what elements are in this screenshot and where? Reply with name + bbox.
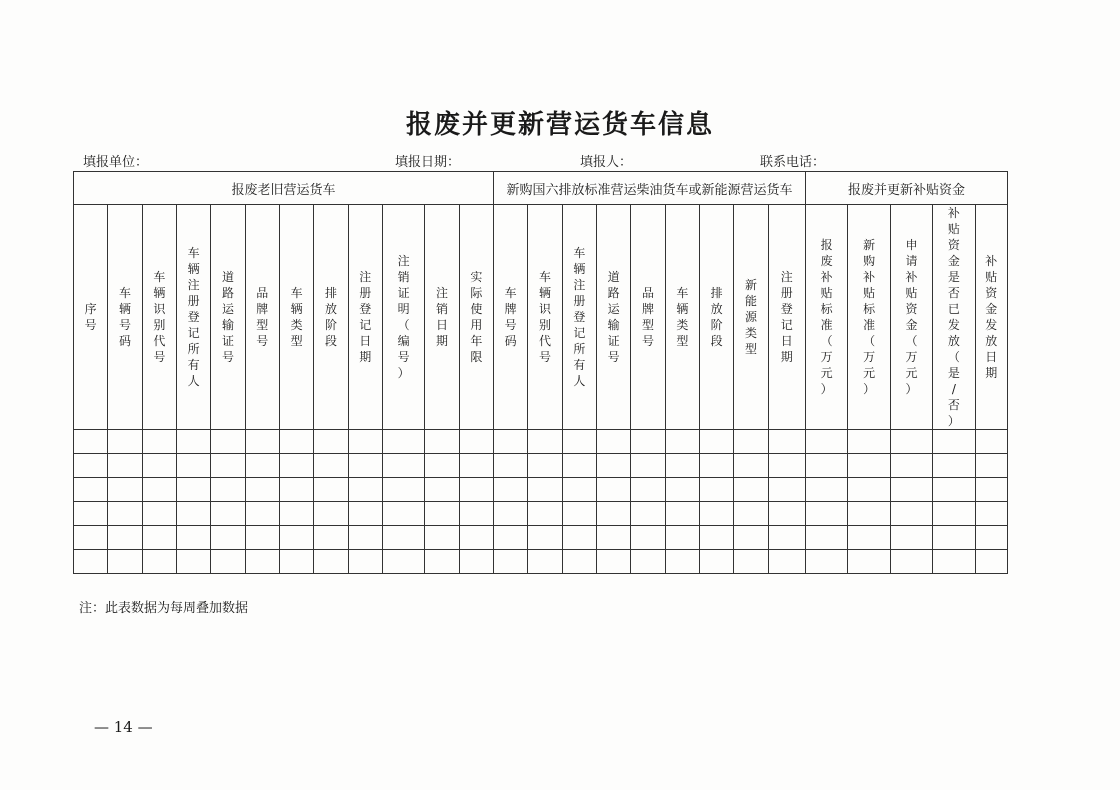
table-cell	[74, 430, 108, 454]
table-cell	[805, 550, 847, 574]
table-cell	[494, 502, 528, 526]
column-header-row	[74, 205, 1008, 430]
table-cell	[176, 454, 210, 478]
table-cell	[494, 478, 528, 502]
table-cell	[459, 478, 493, 502]
table-cell	[665, 430, 699, 454]
column-header: 注 册 登 记 日 期	[348, 205, 382, 430]
column-header: 注 销 证 明 （ 编 号 ）	[382, 205, 424, 430]
group-subsidy: 报废并更新补贴资金	[805, 172, 1007, 205]
table-cell	[699, 478, 733, 502]
table-cell	[279, 526, 313, 550]
table-cell	[245, 550, 279, 574]
table-row	[74, 454, 1008, 478]
table-cell	[142, 502, 176, 526]
page-title: 报废并更新营运货车信息	[405, 110, 714, 140]
table-cell	[890, 526, 932, 550]
table-cell	[348, 478, 382, 502]
table-cell	[176, 478, 210, 502]
table-cell	[211, 430, 245, 454]
column-header: 车 辆 类 型	[665, 205, 699, 430]
table-cell	[890, 478, 932, 502]
table-cell	[348, 430, 382, 454]
table-cell	[245, 502, 279, 526]
group-header-row	[74, 172, 1008, 205]
table-cell	[494, 454, 528, 478]
table-cell	[805, 526, 847, 550]
table-cell	[494, 550, 528, 574]
table-cell	[768, 478, 805, 502]
table-cell	[699, 526, 733, 550]
table-cell	[768, 454, 805, 478]
table-cell	[805, 478, 847, 502]
table-cell	[425, 550, 459, 574]
table-cell	[933, 478, 975, 502]
table-cell	[142, 454, 176, 478]
truck-info-table	[73, 171, 1008, 574]
table-cell	[528, 502, 562, 526]
table-cell	[734, 454, 768, 478]
table-cell	[848, 526, 890, 550]
table-cell	[382, 502, 424, 526]
table-cell	[459, 550, 493, 574]
table-cell	[176, 526, 210, 550]
column-header: 车 辆 号 码	[108, 205, 142, 430]
table-cell	[279, 454, 313, 478]
table-cell	[425, 454, 459, 478]
table-cell	[597, 526, 631, 550]
table-cell	[142, 550, 176, 574]
table-cell	[848, 550, 890, 574]
table-cell	[245, 454, 279, 478]
column-header: 车 辆 类 型	[279, 205, 313, 430]
table-cell	[245, 478, 279, 502]
table-cell	[142, 478, 176, 502]
table-cell	[665, 550, 699, 574]
table-cell	[142, 430, 176, 454]
table-cell	[933, 526, 975, 550]
table-cell	[279, 502, 313, 526]
table-cell	[734, 478, 768, 502]
table-cell	[425, 526, 459, 550]
group-scrapped-trucks: 报废老旧营运货车	[74, 172, 494, 205]
table-cell	[459, 430, 493, 454]
column-header: 注 销 日 期	[425, 205, 459, 430]
table-cell	[631, 526, 665, 550]
table-cell	[848, 454, 890, 478]
table-cell	[975, 454, 1007, 478]
table-cell	[211, 502, 245, 526]
table-cell	[382, 526, 424, 550]
table-cell	[459, 502, 493, 526]
table-cell	[425, 502, 459, 526]
table-cell	[562, 550, 596, 574]
table-cell	[528, 550, 562, 574]
table-cell	[933, 502, 975, 526]
table-cell	[382, 478, 424, 502]
column-header: 新 购 补 贴 标 准 （ 万 元 ）	[848, 205, 890, 430]
table-cell	[74, 550, 108, 574]
table-cell	[108, 478, 142, 502]
table-cell	[494, 430, 528, 454]
table-cell	[699, 502, 733, 526]
table-cell	[279, 430, 313, 454]
table-cell	[890, 550, 932, 574]
table-cell	[176, 502, 210, 526]
table-cell	[108, 454, 142, 478]
table-cell	[425, 430, 459, 454]
table-cell	[631, 502, 665, 526]
table-cell	[665, 502, 699, 526]
page-number: — 14 —	[94, 718, 153, 736]
column-header: 排 放 阶 段	[699, 205, 733, 430]
table-cell	[108, 430, 142, 454]
table-cell	[890, 502, 932, 526]
table-cell	[597, 430, 631, 454]
table-cell	[768, 430, 805, 454]
table-cell	[425, 478, 459, 502]
footnote: 注：此表数据为每周叠加数据	[79, 601, 249, 616]
column-header: 补 贴 资 金 发 放 日 期	[975, 205, 1007, 430]
table-cell	[314, 454, 348, 478]
table-cell	[528, 478, 562, 502]
table-cell	[933, 550, 975, 574]
column-header: 实 际 使 用 年 限	[459, 205, 493, 430]
table-cell	[975, 526, 1007, 550]
column-header: 车 辆 识 别 代 号	[142, 205, 176, 430]
column-header: 新 能 源 类 型	[734, 205, 768, 430]
table-cell	[528, 454, 562, 478]
table-cell	[494, 526, 528, 550]
table-row	[74, 430, 1008, 454]
table-cell	[848, 478, 890, 502]
table-cell	[314, 478, 348, 502]
phone-label: 联系电话：	[760, 155, 826, 170]
table-cell	[933, 430, 975, 454]
table-cell	[734, 526, 768, 550]
table-cell	[699, 550, 733, 574]
column-header: 车 辆 注 册 登 记 所 有 人	[562, 205, 596, 430]
table-cell	[74, 454, 108, 478]
table-cell	[768, 526, 805, 550]
table-cell	[734, 502, 768, 526]
table-cell	[382, 430, 424, 454]
table-cell	[805, 430, 847, 454]
table-cell	[459, 526, 493, 550]
table-cell	[211, 526, 245, 550]
table-cell	[665, 478, 699, 502]
table-cell	[108, 502, 142, 526]
table-cell	[314, 550, 348, 574]
table-cell	[562, 430, 596, 454]
table-cell	[348, 502, 382, 526]
table-cell	[382, 454, 424, 478]
table-cell	[245, 430, 279, 454]
table-cell	[699, 430, 733, 454]
table-cell	[74, 502, 108, 526]
table-cell	[768, 502, 805, 526]
table-cell	[734, 550, 768, 574]
table-cell	[176, 430, 210, 454]
fill-unit-label: 填报单位：	[83, 155, 149, 170]
table-row	[74, 478, 1008, 502]
table-cell	[805, 502, 847, 526]
table-cell	[314, 526, 348, 550]
table-cell	[665, 526, 699, 550]
table-cell	[211, 478, 245, 502]
table-cell	[562, 454, 596, 478]
table-cell	[382, 550, 424, 574]
table-cell	[975, 550, 1007, 574]
table-cell	[562, 478, 596, 502]
table-cell	[528, 526, 562, 550]
table-cell	[176, 550, 210, 574]
fill-date-label: 填报日期：	[395, 155, 461, 170]
table-cell	[890, 430, 932, 454]
table-cell	[211, 550, 245, 574]
column-header: 道 路 运 输 证 号	[597, 205, 631, 430]
table-cell	[597, 454, 631, 478]
table-cell	[211, 454, 245, 478]
table-cell	[631, 478, 665, 502]
table-cell	[975, 478, 1007, 502]
table-cell	[314, 430, 348, 454]
table-cell	[631, 454, 665, 478]
table-cell	[74, 526, 108, 550]
column-header: 道 路 运 输 证 号	[211, 205, 245, 430]
table-cell	[108, 550, 142, 574]
table-row	[74, 502, 1008, 526]
table-cell	[631, 550, 665, 574]
table-cell	[348, 454, 382, 478]
table-cell	[562, 526, 596, 550]
column-header: 车 牌 号 码	[494, 205, 528, 430]
table-cell	[597, 550, 631, 574]
table-cell	[848, 502, 890, 526]
column-header: 车 辆 识 别 代 号	[528, 205, 562, 430]
table-cell	[597, 478, 631, 502]
table-cell	[848, 430, 890, 454]
column-header: 品 牌 型 号	[631, 205, 665, 430]
table-cell	[245, 526, 279, 550]
table-cell	[699, 454, 733, 478]
table-cell	[975, 430, 1007, 454]
table-cell	[528, 430, 562, 454]
group-new-trucks: 新购国六排放标准营运柴油货车或新能源营运货车	[494, 172, 806, 205]
table-cell	[142, 526, 176, 550]
table-cell	[805, 454, 847, 478]
table-cell	[108, 526, 142, 550]
form-meta-row	[0, 151, 1120, 171]
table-cell	[562, 502, 596, 526]
column-header: 申 请 补 贴 资 金 （ 万 元 ）	[890, 205, 932, 430]
column-header: 补 贴 资 金 是 否 已 发 放 （ 是 / 否 ）	[933, 205, 975, 430]
table-cell	[631, 430, 665, 454]
table-cell	[348, 526, 382, 550]
table-cell	[975, 502, 1007, 526]
table-cell	[665, 454, 699, 478]
table-cell	[890, 454, 932, 478]
table-row	[74, 550, 1008, 574]
table-cell	[74, 478, 108, 502]
column-header: 序 号	[74, 205, 108, 430]
table-cell	[348, 550, 382, 574]
table-row	[74, 526, 1008, 550]
column-header: 排 放 阶 段	[314, 205, 348, 430]
table-cell	[768, 550, 805, 574]
column-header: 注 册 登 记 日 期	[768, 205, 805, 430]
table-cell	[279, 550, 313, 574]
table-cell	[597, 502, 631, 526]
table-cell	[279, 478, 313, 502]
column-header: 车 辆 注 册 登 记 所 有 人	[176, 205, 210, 430]
table-cell	[734, 430, 768, 454]
fill-person-label: 填报人：	[580, 155, 633, 170]
table-cell	[459, 454, 493, 478]
table-cell	[314, 502, 348, 526]
column-header: 报 废 补 贴 标 准 （ 万 元 ）	[805, 205, 847, 430]
table-cell	[933, 454, 975, 478]
column-header: 品 牌 型 号	[245, 205, 279, 430]
